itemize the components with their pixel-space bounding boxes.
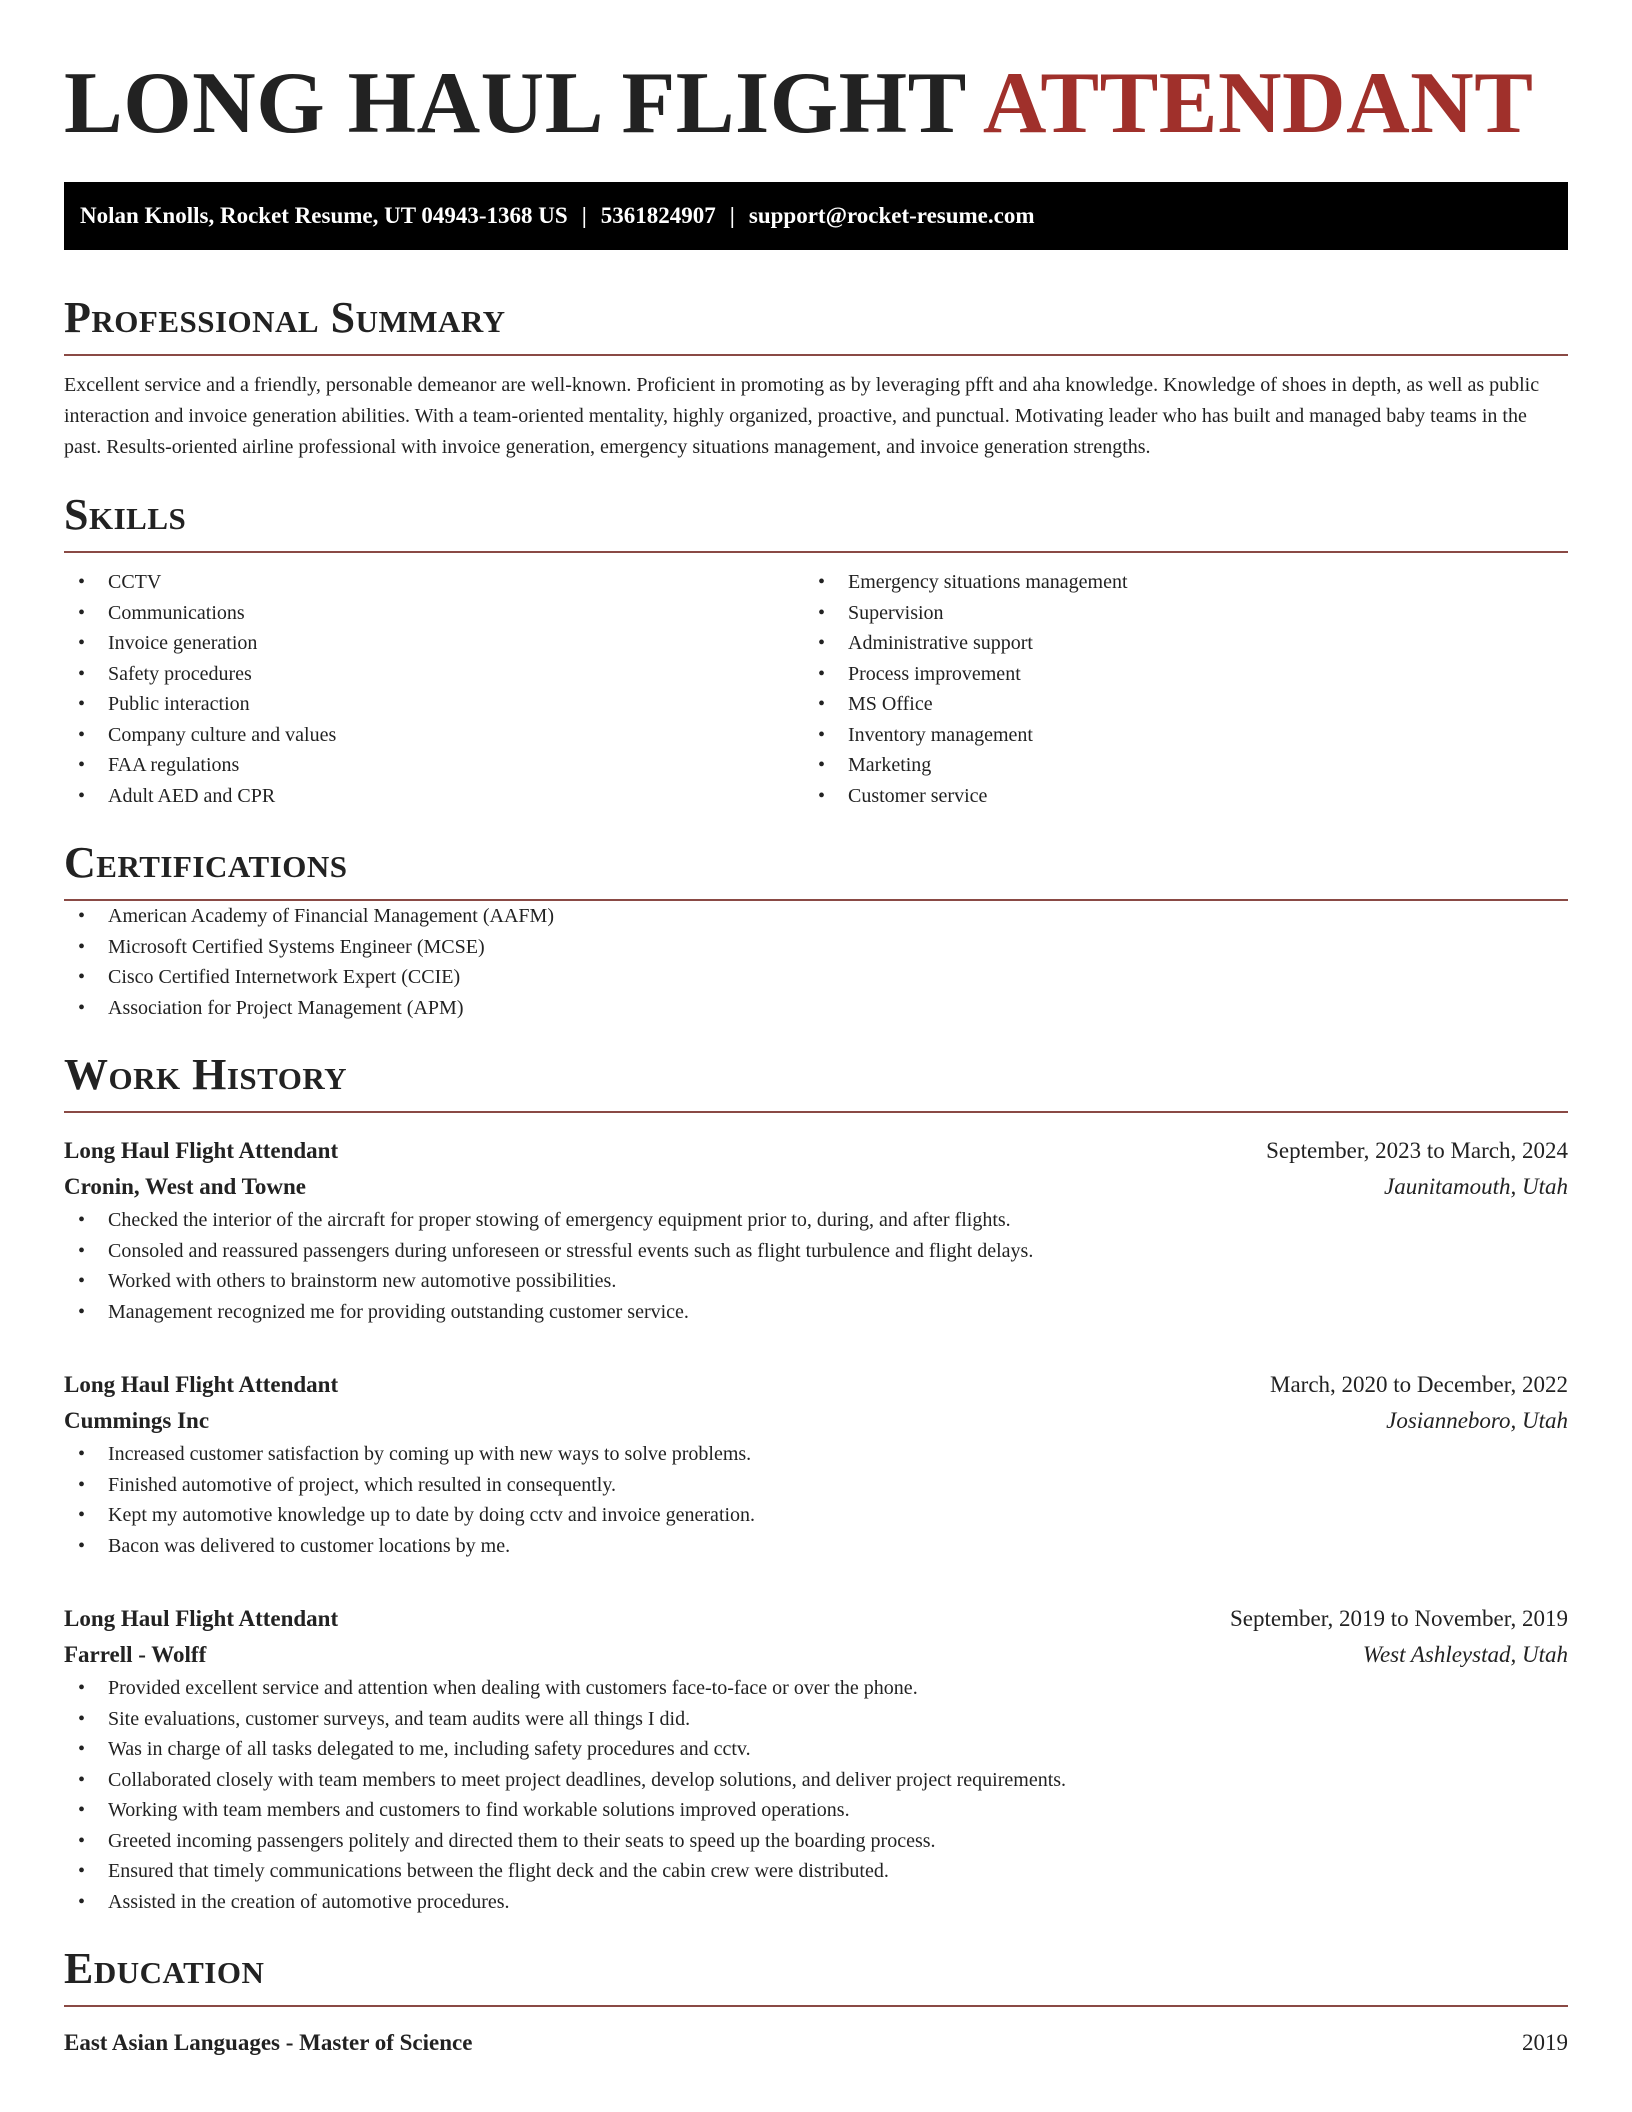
work-history-section: [64, 1049, 1568, 1917]
skills-columns: [64, 567, 1568, 811]
job-location: Jaunitamouth, Utah: [1384, 1174, 1568, 1199]
skill-item: • Supervision: [804, 598, 1544, 629]
job-company: Farrell - Wolff: [64, 1642, 207, 1667]
job-duty: • Finished automotive of project, which resulted in consequently.: [64, 1470, 1568, 1501]
title-main: LONG HAUL FLIGHT: [64, 55, 966, 152]
skills-heading: Skills: [64, 490, 187, 539]
section-divider: [64, 1111, 1568, 1113]
job-duty: • Worked with others to brainstorm new automotive possibilities.: [64, 1266, 1568, 1297]
job-entry: [64, 1133, 1568, 1327]
job-title: Long Haul Flight Attendant: [64, 1372, 339, 1397]
skill-item: • Marketing: [804, 750, 1544, 781]
skills-column-left: [64, 567, 804, 811]
job-duty: • Was in charge of all tasks delegated to me, including safety procedures and cctv.: [64, 1734, 1568, 1765]
job-location: West Ashleystad, Utah: [1362, 1642, 1568, 1667]
skills-list-right: [804, 567, 1544, 811]
skill-item: • Safety procedures: [64, 659, 804, 690]
skill-item: • Public interaction: [64, 689, 804, 720]
resume-title: [64, 55, 1568, 152]
job-duty: • Management recognized me for providing outstanding customer service.: [64, 1297, 1568, 1328]
certifications-section: [64, 837, 1568, 1023]
job-dates: September, 2019 to November, 2019: [1230, 1606, 1568, 1631]
job-dates: September, 2023 to March, 2024: [1266, 1138, 1568, 1163]
summary-text: Excellent service and a friendly, personable demeanor are well-known. Proficient in promoting as by leveraging pfft and aha knowledge. Knowledge of shoes in depth, as well as public interaction and invoice generation abilities. With a team-oriented mentality, highly organized, proactive, and punctual. Motivating leader who has built and managed baby teams in the past. Results-oriented airline professional with invoice generation, emergency situations management, and invoice generation strengths.: [64, 374, 1540, 458]
education-entry: [64, 2025, 1568, 2061]
job-duties-list: [64, 1673, 1568, 1917]
skills-column-right: [804, 567, 1544, 811]
job-header-row: [64, 1133, 1568, 1169]
skill-item: • Process improvement: [804, 659, 1544, 690]
job-company-row: [64, 1403, 1568, 1439]
contact-separator: |: [581, 203, 587, 228]
skill-item: • Communications: [64, 598, 804, 629]
skill-item: • Emergency situations management: [804, 567, 1544, 598]
job-entry: [64, 1601, 1568, 1917]
summary-section: [64, 292, 1568, 463]
job-company: Cronin, West and Towne: [64, 1174, 307, 1199]
job-duties-list: [64, 1439, 1568, 1561]
resume-content: [64, 0, 1568, 2061]
certification-item: • Microsoft Certified Systems Engineer (MCSE): [64, 932, 1568, 963]
certification-item: • Association for Project Management (APM): [64, 993, 1568, 1024]
section-divider: [64, 354, 1568, 356]
job-duty: • Bacon was delivered to customer locations by me.: [64, 1531, 1568, 1562]
contact-separator: |: [729, 203, 735, 228]
skills-list-left: [64, 567, 804, 811]
skill-item: • Company culture and values: [64, 720, 804, 751]
skill-item: • Inventory management: [804, 720, 1544, 751]
job-duty: • Greeted incoming passengers politely and directed them to their seats to speed up the boarding process.: [64, 1826, 1568, 1857]
job-duty: • Site evaluations, customer surveys, and team audits were all things I did.: [64, 1704, 1568, 1735]
job-duty: • Working with team members and customers to find workable solutions improved operations.: [64, 1795, 1568, 1826]
contact-bar: [64, 182, 1568, 250]
job-duty: • Collaborated closely with team members to meet project deadlines, develop solutions, and deliver project requirements.: [64, 1765, 1568, 1796]
skill-item: • CCTV: [64, 567, 804, 598]
education-degree: East Asian Languages - Master of Science: [64, 2030, 473, 2055]
certifications-list: [64, 901, 1568, 1023]
job-duty: • Assisted in the creation of automotive procedures.: [64, 1887, 1568, 1918]
job-duty: • Kept my automotive knowledge up to date by doing cctv and invoice generation.: [64, 1500, 1568, 1531]
education-heading: Education: [64, 1944, 265, 1993]
job-company-row: [64, 1637, 1568, 1673]
title-accent: ATTENDANT: [982, 55, 1534, 152]
skill-item: • MS Office: [804, 689, 1544, 720]
contact-phone: 5361824907: [600, 203, 716, 228]
job-duty: • Ensured that timely communications between the flight deck and the cabin crew were distributed.: [64, 1856, 1568, 1887]
skill-item: • Invoice generation: [64, 628, 804, 659]
contact-address: Nolan Knolls, Rocket Resume, UT 04943-1368 US: [80, 203, 568, 228]
job-duty: • Increased customer satisfaction by coming up with new ways to solve problems.: [64, 1439, 1568, 1470]
summary-heading: Professional Summary: [64, 293, 506, 342]
job-dates: March, 2020 to December, 2022: [1270, 1372, 1568, 1397]
job-duty: • Checked the interior of the aircraft for proper stowing of emergency equipment prior to, during, and after flights.: [64, 1205, 1568, 1236]
certification-item: • American Academy of Financial Management (AAFM): [64, 901, 1568, 932]
section-divider: [64, 2005, 1568, 2007]
job-company: Cummings Inc: [64, 1408, 210, 1433]
skill-item: • Customer service: [804, 781, 1544, 812]
job-header-row: [64, 1367, 1568, 1403]
work-history-heading: Work History: [64, 1050, 348, 1099]
certification-item: • Cisco Certified Internetwork Expert (CCIE): [64, 962, 1568, 993]
skill-item: • Administrative support: [804, 628, 1544, 659]
education-year: 2019: [1522, 2030, 1568, 2055]
skills-section: [64, 489, 1568, 811]
job-title: Long Haul Flight Attendant: [64, 1606, 339, 1631]
contact-email[interactable]: support@rocket-resume.com: [748, 203, 1035, 228]
job-entry: [64, 1367, 1568, 1561]
certifications-heading: Certifications: [64, 838, 348, 887]
job-location: Josianneboro, Utah: [1386, 1408, 1568, 1433]
job-company-row: [64, 1169, 1568, 1205]
job-duty: • Provided excellent service and attention when dealing with customers face-to-face or over the phone.: [64, 1673, 1568, 1704]
job-duties-list: [64, 1205, 1568, 1327]
skill-item: • Adult AED and CPR: [64, 781, 804, 812]
education-section: [64, 1943, 1568, 2061]
job-header-row: [64, 1601, 1568, 1637]
job-duty: • Consoled and reassured passengers during unforeseen or stressful events such as flight turbulence and flight delays.: [64, 1236, 1568, 1267]
skill-item: • FAA regulations: [64, 750, 804, 781]
section-divider: [64, 551, 1568, 553]
job-title: Long Haul Flight Attendant: [64, 1138, 339, 1163]
